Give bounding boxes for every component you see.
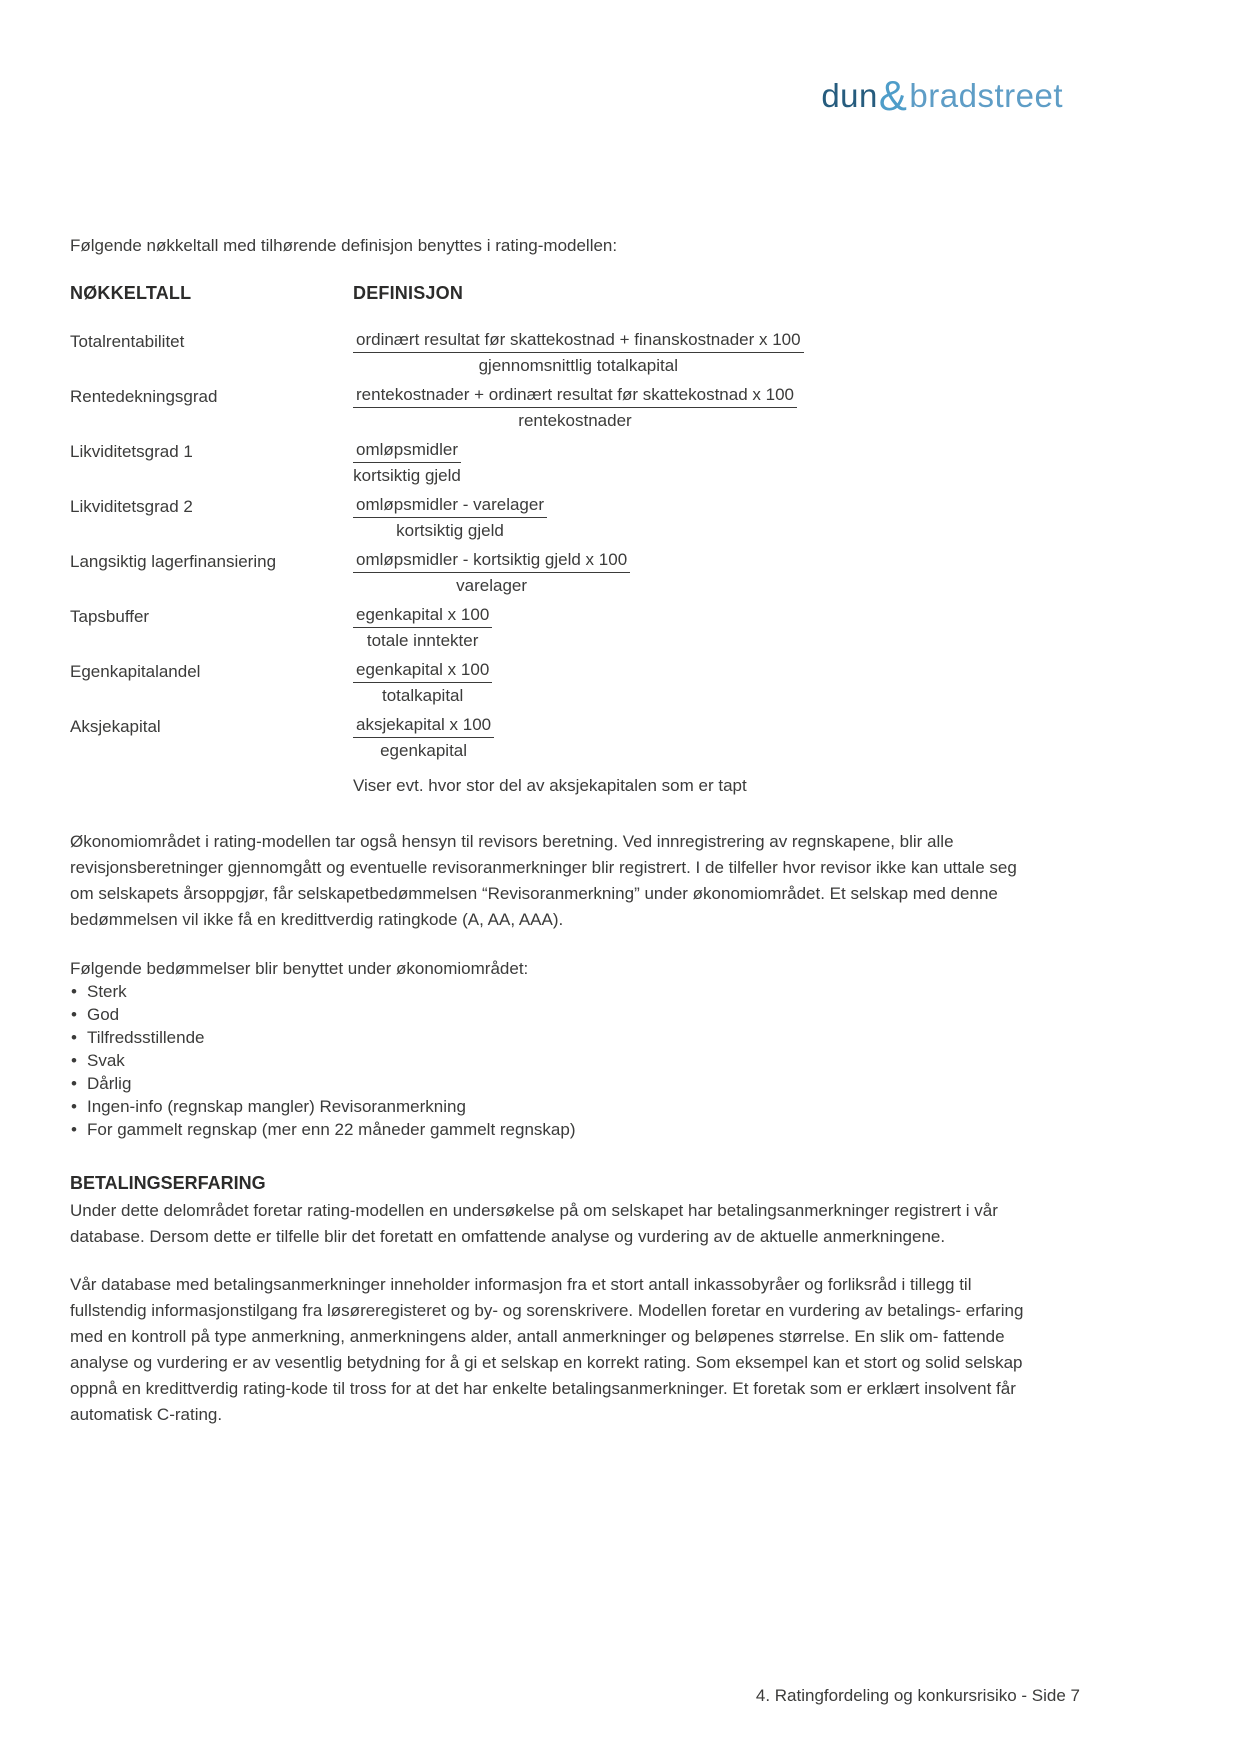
list-item: • Sterk <box>70 980 1042 1003</box>
table-row <box>70 714 1042 761</box>
intro-text: Følgende nøkkeltall med tilhørende definisjon benyttes i rating-modellen: <box>70 236 618 255</box>
betalingserfaring-paragraph-2: Vår database med betalingsanmerkninger inneholder informasjon fra et stort antall inkassobyråer og forliksråd i tillegg til fullstendig informasjonstilgang fra løsøreregisteret og by- og sorenskrivere. Modellen foretar en vurdering av betalings- erfaring med en kontroll på type anmerkning, anmerkningens alder, antall anmerkninger og beløpenes størrelse. En slik om- fattende analyse og vurdering er av vesentlig betydning for å gi et selskap en korrekt rating. Som eksempel kan et stort og solid selskap oppnå en kredittverdig rating-kode til tross for at det har enkelte betalingsanmerkninger. Et foretak som er erklært insolvent får automatisk C-rating. <box>70 1275 1024 1424</box>
ratio-label: Totalrentabilitet <box>70 332 185 351</box>
assessments-intro: Følgende bedømmelser blir benyttet under økonomiområdet: <box>70 959 529 978</box>
list-item: • For gammelt regnskap (mer enn 22 måneder gammelt regnskap) <box>70 1118 1042 1141</box>
assessments-list <box>70 980 1042 1141</box>
list-item: • Dårlig <box>70 1072 1042 1095</box>
formula-denominator: totalkapital <box>382 686 464 705</box>
table-row <box>70 439 1042 486</box>
ratio-formula <box>353 439 461 486</box>
formula-denominator: kortsiktig gjeld <box>396 521 504 540</box>
ratio-formula <box>353 329 804 376</box>
column-header-definisjon: DEFINISJON <box>353 283 464 303</box>
ratio-formula <box>353 714 494 761</box>
ratio-formula <box>353 659 492 706</box>
ratio-table <box>70 329 1042 761</box>
column-header-nokkeltall: NØKKELTALL <box>70 283 192 303</box>
ratio-label: Likviditetsgrad 2 <box>70 497 193 516</box>
formula-denominator: gjennomsnittlig totalkapital <box>478 356 678 375</box>
formula-numerator: rentekostnader + ordinært resultat før skattekostnad x 100 <box>353 384 797 408</box>
formula-denominator: egenkapital <box>380 741 468 760</box>
formula-denominator: varelager <box>456 576 528 595</box>
formula-numerator: omløpsmidler <box>353 439 461 463</box>
ratio-label: Rentedekningsgrad <box>70 387 218 406</box>
formula-denominator: kortsiktig gjeld <box>353 466 461 485</box>
logo-text-bradstreet: bradstreet <box>909 77 1063 114</box>
table-row <box>70 329 1042 376</box>
table-row <box>70 384 1042 431</box>
ratio-label: Tapsbuffer <box>70 607 150 626</box>
formula-denominator: totale inntekter <box>366 631 479 650</box>
aksjekapital-note: Viser evt. hvor stor del av aksjekapitalen som er tapt <box>353 776 747 795</box>
table-row <box>70 659 1042 706</box>
ratio-table-header <box>70 283 1042 304</box>
ratio-formula <box>353 384 797 431</box>
betalingserfaring-paragraph-1: Under dette delområdet foretar rating-modellen en undersøkelse på om selskapet har betalingsanmerkninger registrert i vår database. Dersom dette er tilfelle blir det foretatt en omfattende analyse og vurdering av de aktuelle anmerkningene. <box>70 1201 998 1246</box>
table-row <box>70 549 1042 596</box>
formula-numerator: omløpsmidler - kortsiktig gjeld x 100 <box>353 549 630 573</box>
list-item: • God <box>70 1003 1042 1026</box>
page-footer: 4. Ratingfordeling og konkursrisiko - Side 7 <box>755 1686 1080 1705</box>
page-content <box>70 235 1042 1445</box>
formula-numerator: egenkapital x 100 <box>353 659 492 683</box>
table-row <box>70 494 1042 541</box>
formula-numerator: aksjekapital x 100 <box>353 714 494 738</box>
ratio-formula <box>353 494 547 541</box>
list-item: • Ingen-info (regnskap mangler) Revisoranmerkning <box>70 1095 1042 1118</box>
formula-numerator: egenkapital x 100 <box>353 604 492 628</box>
ratio-label: Likviditetsgrad 1 <box>70 442 193 461</box>
ampersand-icon: & <box>878 72 908 119</box>
formula-numerator: omløpsmidler - varelager <box>353 494 547 518</box>
dun-bradstreet-logo <box>821 72 1063 119</box>
ratio-label: Langsiktig lagerfinansiering <box>70 552 277 571</box>
formula-denominator: rentekostnader <box>518 411 632 430</box>
ratio-formula <box>353 549 630 596</box>
economy-paragraph: Økonomiområdet i rating-modellen tar også hensyn til revisors beretning. Ved innregistrering av regnskapene, blir alle revisjonsberetninger gjennomgått og eventuelle revisoranmerkninger blir registrert. I de tilfeller hvor revisor ikke kan uttale seg om selskapets årsoppgjør, får selskapetbedømmelsen “Revisoranmerkning” under økonomiområdet. Et selskap med denne bedømmelsen vil ikke få en kredittverdig ratingkode (A, AA, AAA). <box>70 832 1017 929</box>
ratio-label: Aksjekapital <box>70 717 161 736</box>
table-row <box>70 604 1042 651</box>
betalingserfaring-heading: BETALINGSERFARING <box>70 1173 266 1193</box>
formula-numerator: ordinært resultat før skattekostnad + finanskostnader x 100 <box>353 329 804 353</box>
list-item: • Tilfredsstillende <box>70 1026 1042 1049</box>
logo-text-dun: dun <box>821 77 878 114</box>
ratio-formula <box>353 604 492 651</box>
ratio-label: Egenkapitalandel <box>70 662 201 681</box>
list-item: • Svak <box>70 1049 1042 1072</box>
